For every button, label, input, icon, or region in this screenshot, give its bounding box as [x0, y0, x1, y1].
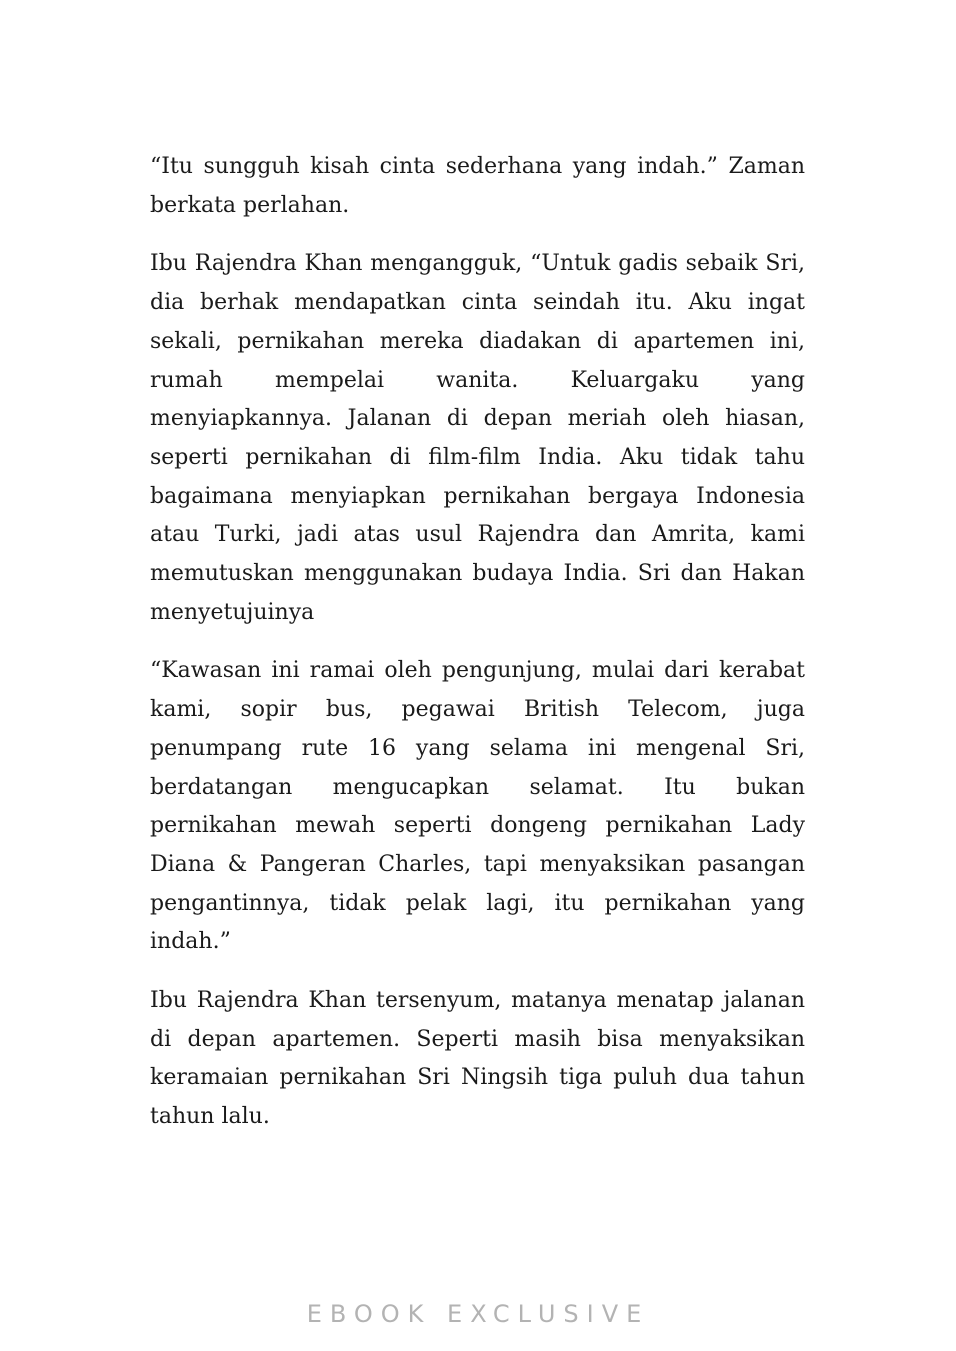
footer-watermark: EBOOK EXCLUSIVE	[306, 1300, 650, 1328]
paragraph-1: “Itu sungguh kisah cinta sederhana yang indah.” Zaman berkata perlahan.	[150, 154, 805, 218]
page-body	[150, 148, 805, 1157]
paragraph-3: “Kawasan ini ramai oleh pengunjung, mulai dari kerabat kami, sopir bus, pegawai British Telecom, juga penumpang rute 16 yang selama ini mengenal Sri, berdatangan mengucapkan selamat. Itu bukan pernikahan mewah seperti dongeng pernikahan Lady Diana & Pangeran Charles, tapi menyaksikan pasangan pengantinnya, tidak pelak lagi, itu pernikahan yang indah.”	[150, 658, 805, 955]
paragraph-4: Ibu Rajendra Khan tersenyum, matanya menatap jalanan di depan apartemen. Seperti masih bisa menyaksikan keramaian pernikahan Sri Ningsih tiga puluh dua tahun tahun lalu.	[150, 988, 805, 1130]
paragraph-2: Ibu Rajendra Khan mengangguk, “Untuk gadis sebaik Sri, dia berhak mendapatkan cinta seindah itu. Aku ingat sekali, pernikahan mereka diadakan di apartemen ini, rumah mempelai wanita. Keluargaku yang menyiapkannya. Jalanan di depan meriah oleh hiasan, seperti pernikahan di film-film India. Aku tidak tahu bagaimana menyiapkan pernikahan bergaya Indonesia atau Turki, jadi atas usul Rajendra dan Amrita, kami memutuskan menggunakan budaya India. Sri dan Hakan menyetujuinya	[150, 251, 805, 625]
